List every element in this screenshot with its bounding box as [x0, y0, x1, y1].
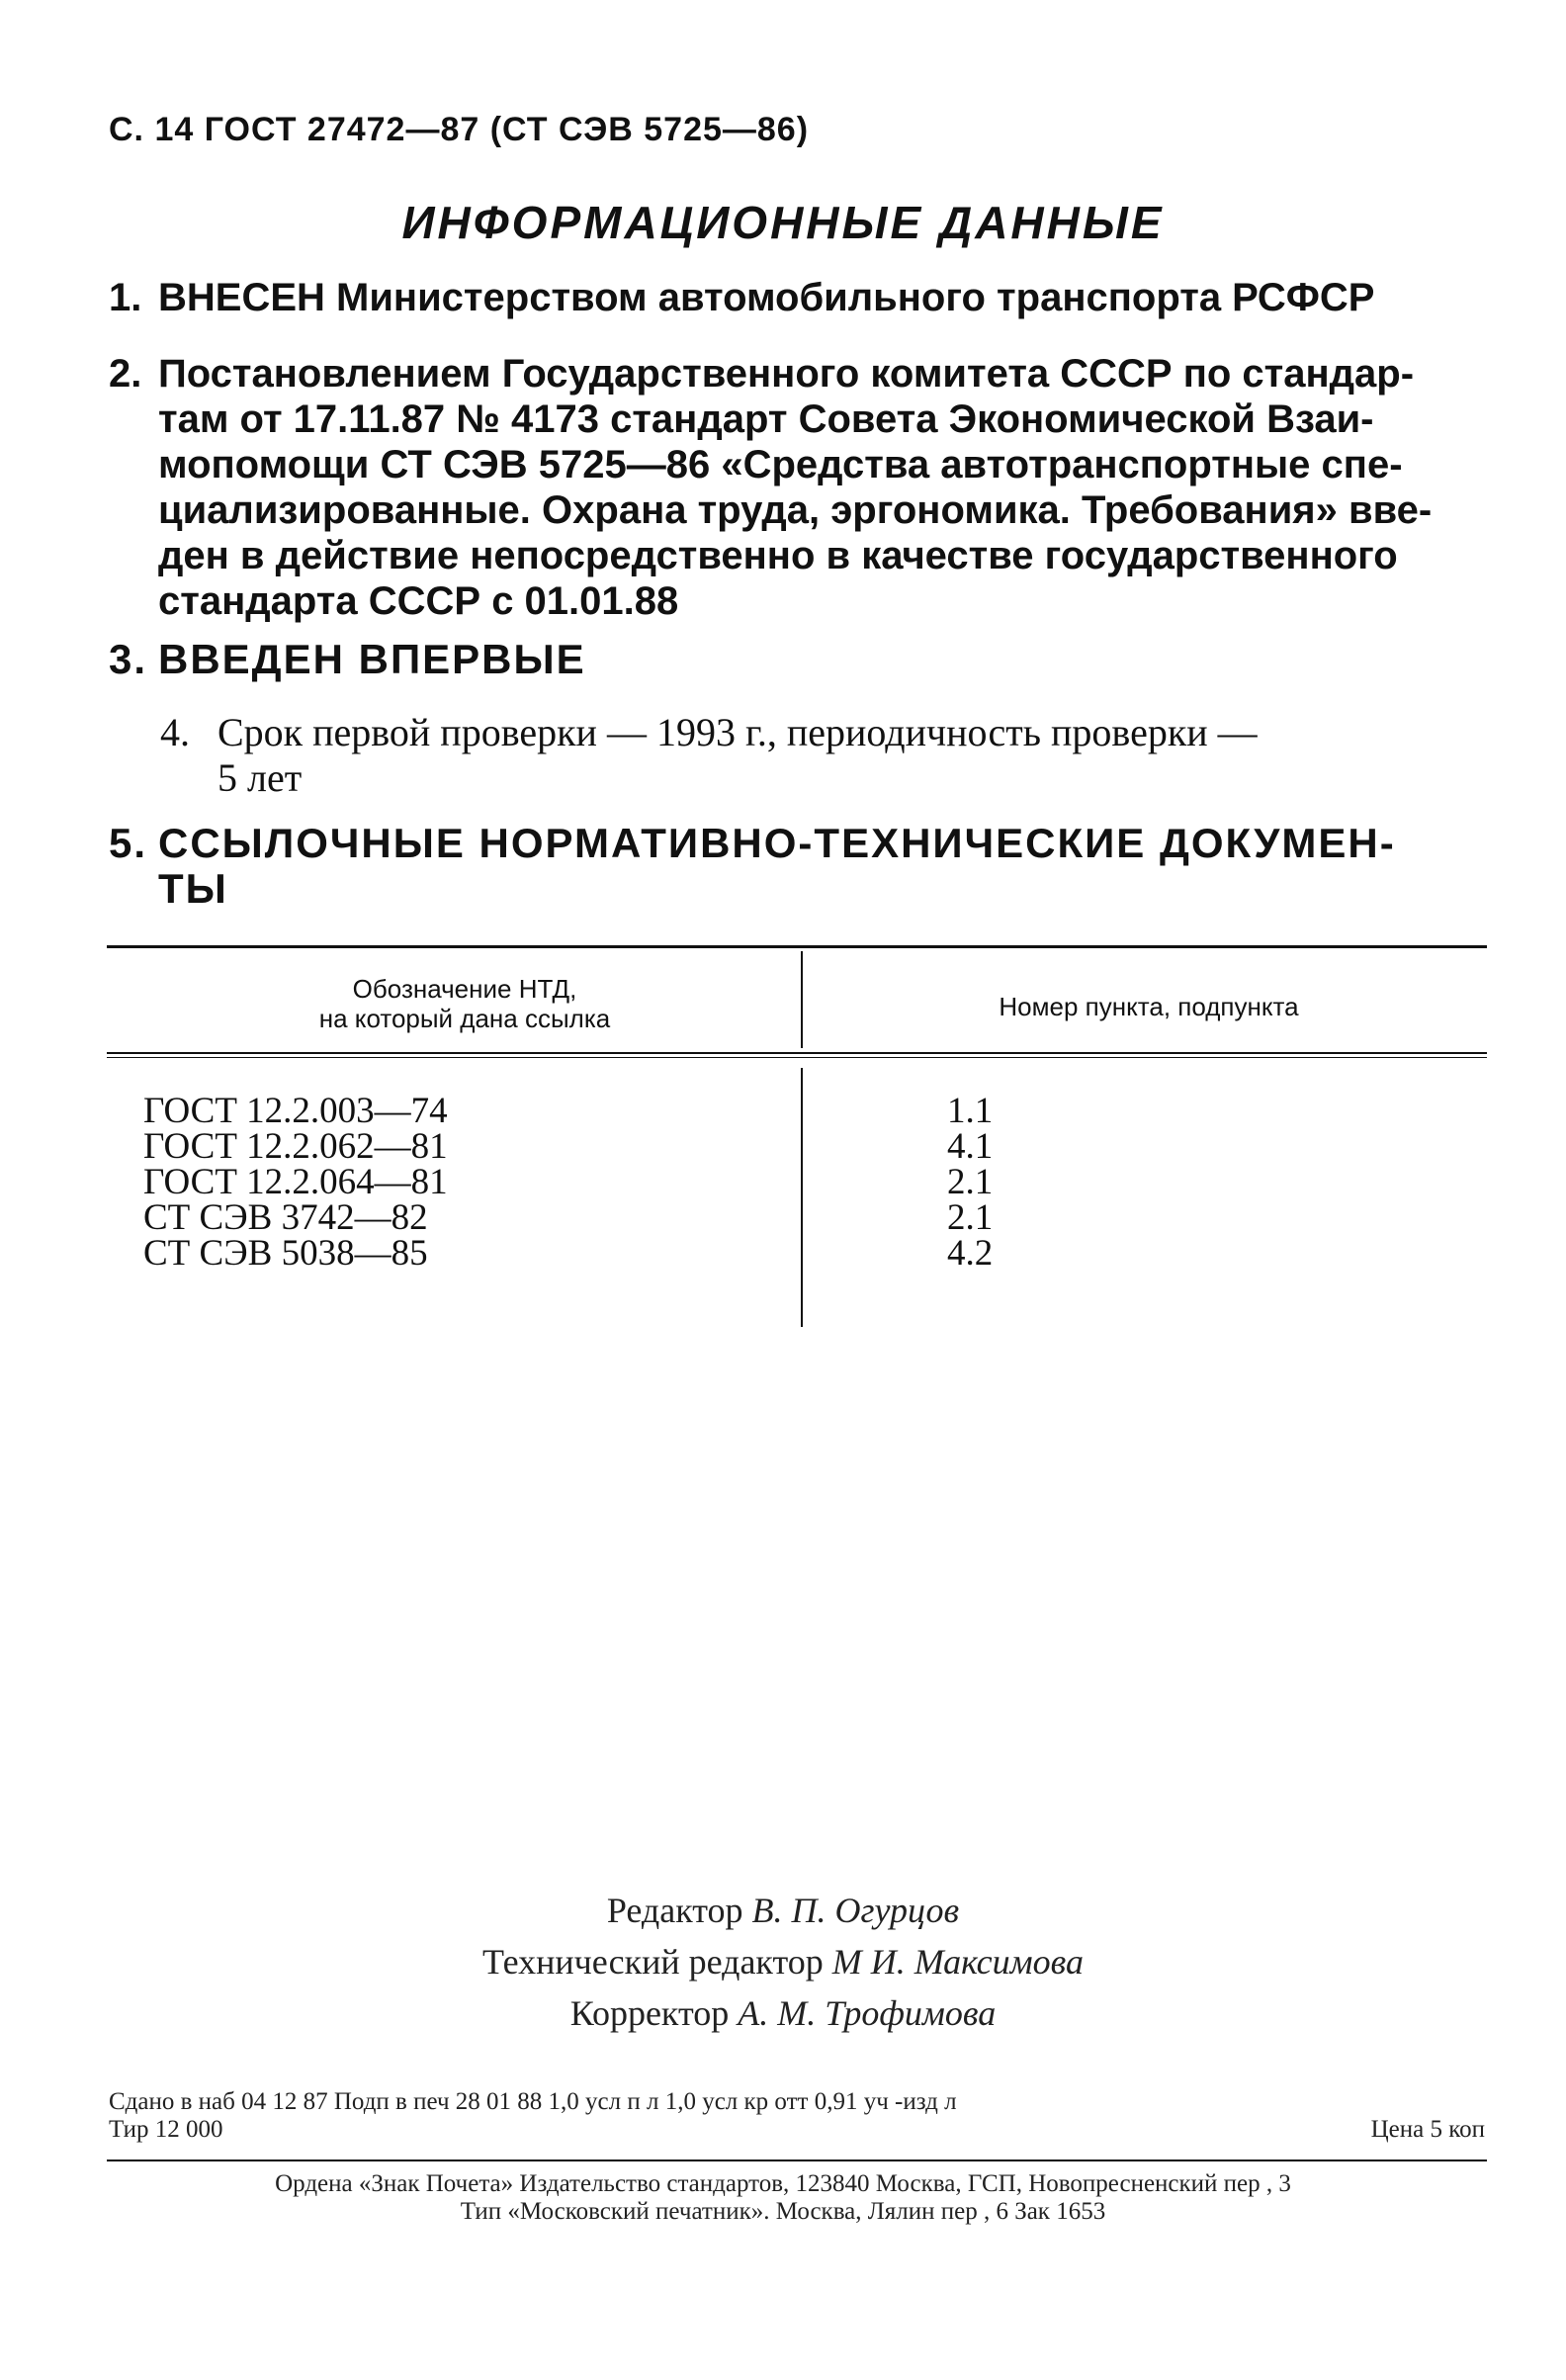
item-line: циализированные. Охрана труда, эргономика. Требования» вве-	[158, 488, 1433, 532]
credits-block	[0, 1885, 1566, 2039]
publisher-line: Ордена «Знак Почета» Издательство стандартов, 123840 Москва, ГСП, Новопресненский пер , 3	[275, 2170, 1291, 2197]
item-text	[218, 710, 1258, 801]
item-text	[158, 351, 1493, 624]
corrector-line	[0, 1987, 1566, 2039]
item-1	[109, 275, 1493, 324]
item-4	[160, 710, 1495, 809]
imprint-line-1: Сдано в наб 04 12 87 Подп в печ 28 01 88 1,0 усл п л 1,0 усл кр отт 0,91 уч -изд л	[109, 2088, 957, 2115]
page-header: С. 14 ГОСТ 27472—87 (СТ СЭВ 5725—86)	[109, 111, 810, 148]
item-text	[158, 275, 1493, 320]
table-row: ГОСТ 12.2.003—74	[143, 1091, 448, 1131]
table-header-clause: Номер пункта, подпункта	[999, 992, 1299, 1021]
table-column-documents	[143, 1091, 448, 1274]
printer-line: Тип «Московский печатник». Москва, Лялин пер , 6 Зак 1653	[460, 2198, 1106, 2225]
table-column-clauses	[947, 1091, 994, 1274]
table-row: 2.1	[947, 1197, 994, 1238]
section-title: ИНФОРМАЦИОННЫЕ ДАННЫЕ	[401, 197, 1165, 248]
editor-line	[0, 1885, 1566, 1936]
item-text	[158, 637, 586, 682]
header-line: Обозначение НТД,	[352, 974, 577, 1004]
item-5	[109, 821, 1493, 920]
table-row: СТ СЭВ 5038—85	[143, 1233, 428, 1274]
editor-label: Редактор	[606, 1891, 743, 1930]
price: Цена 5 коп	[1370, 2116, 1485, 2143]
table-top-rule	[107, 945, 1487, 948]
table-row: 4.1	[947, 1126, 994, 1167]
item-line: ВНЕСЕН Министерством автомобильного транспорта РСФСР	[158, 276, 1375, 319]
item-line: ТЫ	[158, 865, 228, 912]
tech-editor-label: Технический редактор	[482, 1942, 824, 1982]
tech-editor-line	[0, 1936, 1566, 1987]
table-row: 1.1	[947, 1091, 994, 1131]
item-line: ССЫЛОЧНЫЕ НОРМАТИВНО-ТЕХНИЧЕСКИЕ ДОКУМЕН-	[158, 820, 1396, 866]
imprint-block	[109, 2088, 1485, 2148]
item-line: стандарта СССР с 01.01.88	[158, 579, 679, 623]
table-row: 4.2	[947, 1233, 994, 1274]
imprint-line-2-left: Тир 12 000	[109, 2116, 223, 2143]
item-line: ден в действие непосредственно в качестве государственного	[158, 534, 1398, 577]
table-row: СТ СЭВ 3742—82	[143, 1197, 428, 1238]
header-line: на который дана ссылка	[318, 1004, 611, 1033]
item-text	[158, 821, 1396, 912]
table-row: ГОСТ 12.2.064—81	[143, 1162, 448, 1202]
item-3	[109, 637, 1493, 686]
item-line: Постановлением Государственного комитета СССР по стандар-	[158, 352, 1415, 396]
table-header-designation	[138, 974, 791, 1033]
footer-rule	[107, 2160, 1487, 2161]
item-number: 3.	[109, 636, 148, 682]
item-number: 4.	[160, 710, 190, 754]
item-line: там от 17.11.87 № 4173 стандарт Совета Экономической Взаи-	[158, 397, 1374, 441]
item-line: мопомощи СТ СЭВ 5725—86 «Средства автотранспортные спе-	[158, 443, 1403, 486]
table-body-divider	[801, 1068, 803, 1327]
item-number: 1.	[109, 276, 142, 319]
table-row: 2.1	[947, 1162, 994, 1202]
corrector-name: А. М. Трофимова	[738, 1993, 997, 2033]
item-line: Срок первой проверки — 1993 г., периодичность проверки —	[218, 710, 1258, 754]
tech-editor-name: М И. Максимова	[831, 1942, 1084, 1982]
item-line: 5 лет	[218, 755, 303, 800]
item-number: 5.	[109, 820, 148, 866]
editor-name: В. П. Огурцов	[751, 1891, 960, 1930]
table-row: ГОСТ 12.2.062—81	[143, 1126, 448, 1167]
item-number: 2.	[109, 352, 142, 396]
table-header-rule	[107, 1052, 1487, 1054]
item-2	[109, 351, 1493, 628]
item-line: ВВЕДЕН ВПЕРВЫЕ	[158, 636, 586, 682]
table-header-rule-2	[107, 1057, 1487, 1058]
corrector-label: Корректор	[569, 1993, 730, 2033]
